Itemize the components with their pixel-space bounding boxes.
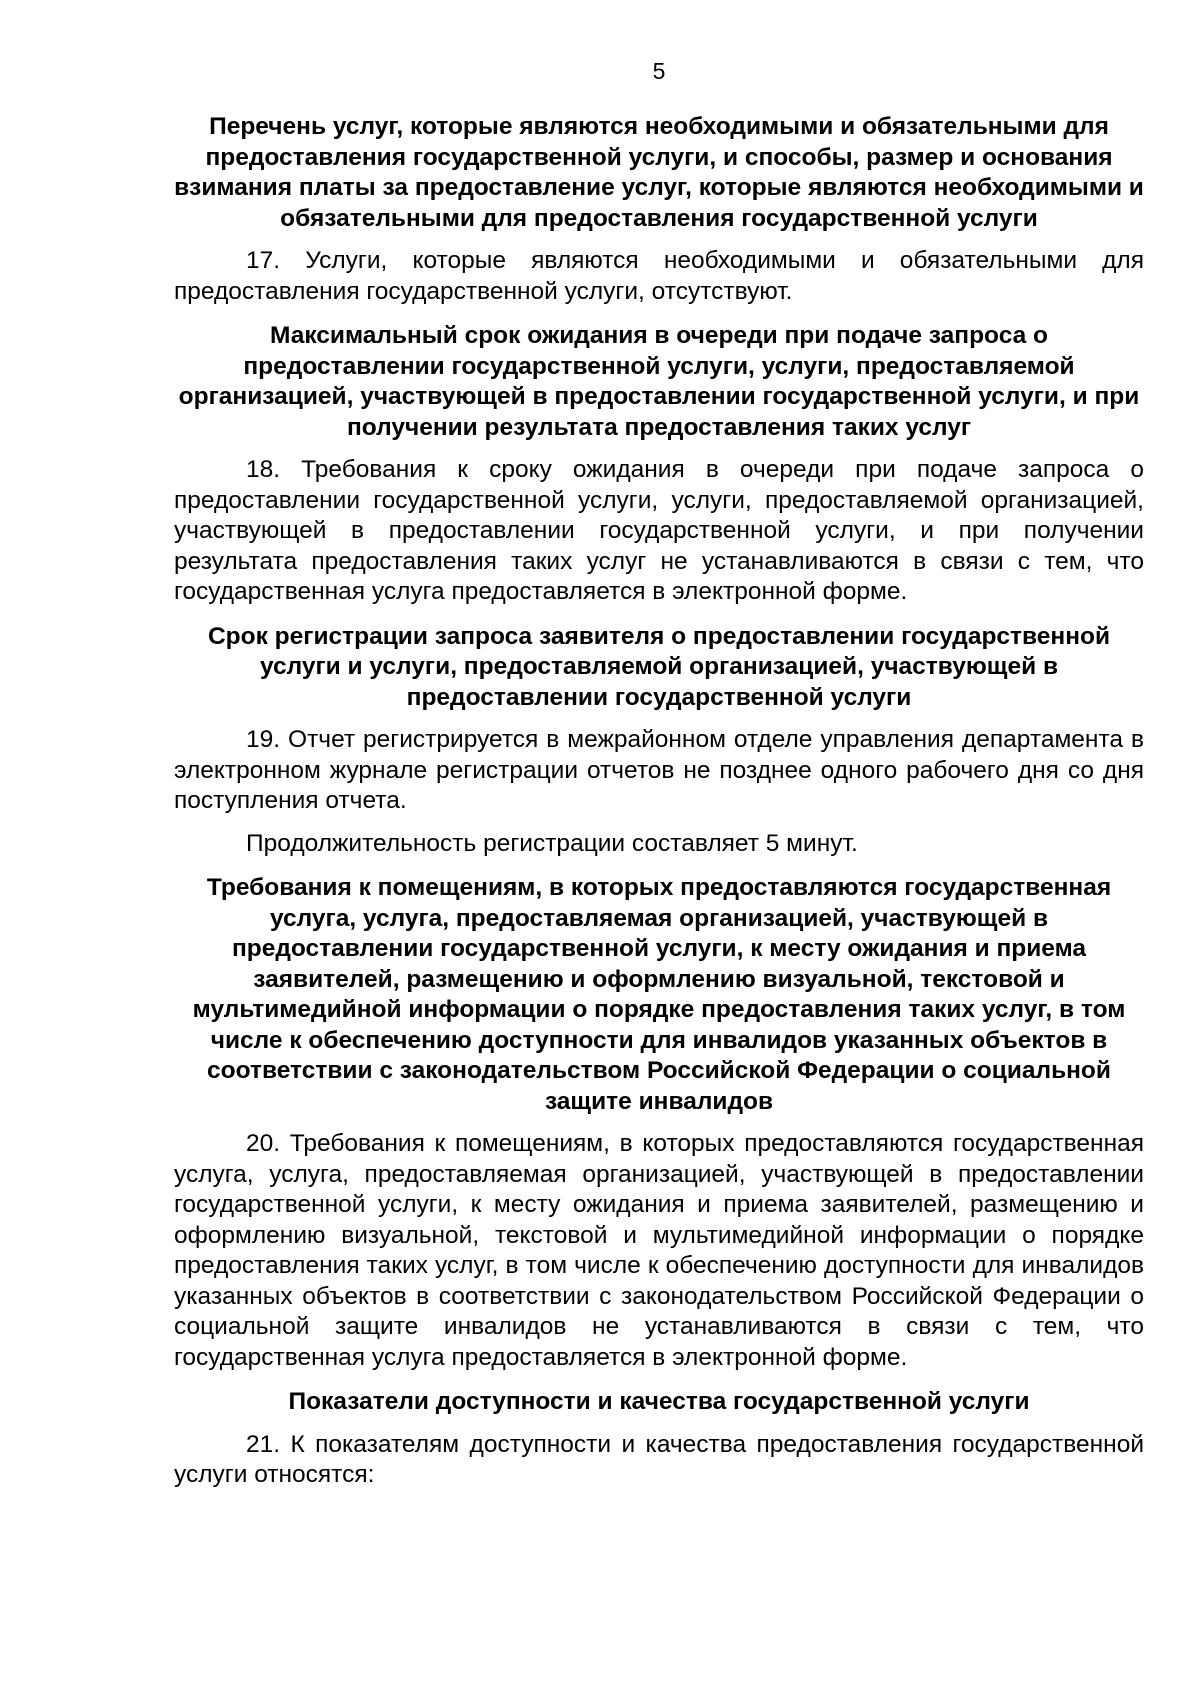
document-body <box>174 112 1144 1491</box>
section-accessibility-quality <box>174 1387 1144 1491</box>
paragraph-21: 21. К показателям доступности и качества предоставления государственной услуги относятся: <box>174 1430 1144 1488</box>
section-heading: Срок регистрации запроса заявителя о предоставлении государственной услуги и услуги, предоставляемой организацией, участвующей в предоставлении государственной услуги <box>207 622 1111 711</box>
section-premises-requirements <box>174 873 1144 1373</box>
page-number: 5 <box>652 58 666 84</box>
section-heading: Максимальный срок ожидания в очереди при подаче запроса о предоставлении государственной услуги, услуги, предоставляемой организацией, участвующей в предоставлении государственной услуги, и при получении результата предоставления таких услуг <box>178 322 1140 441</box>
section-required-services <box>174 112 1144 307</box>
section-heading: Показатели доступности и качества государственной услуги <box>288 1388 1030 1415</box>
paragraph-17: 17. Услуги, которые являются необходимыми и обязательными для предоставления государственной услуги, отсутствуют. <box>174 247 1144 305</box>
section-registration-time <box>174 622 1144 860</box>
section-queue-waiting-time <box>174 321 1144 608</box>
section-heading: Требования к помещениям, в которых предоставляются государственная услуга, услуга, предоставляемая организацией, участвующей в предоставлении государственной услуги, к месту ожидания и приема заявителей, размещению и оформлению визуальной, текстовой и мультимедийной информации о порядке предоставления таких услуг, в том числе к обеспечению доступности для инвалидов указанных объектов в соответствии с законодательством Российской Федерации о социальной защите инвалидов <box>192 874 1126 1115</box>
paragraph-18: 18. Требования к сроку ожидания в очереди при подаче запроса о предоставлении государственной услуги, услуги, предоставляемой организацией, участвующей в предоставлении государственной услуги, и при получении результата предоставления таких услуг не устанавливаются в связи с тем, что государственная услуга предоставляется в электронной форме. <box>174 456 1144 605</box>
paragraph-19-duration: Продолжительность регистрации составляет 5 минут. <box>246 829 858 857</box>
section-heading: Перечень услуг, которые являются необходимыми и обязательными для предоставления государственной услуги, и способы, размер и основания взимания платы за предоставление услуг, которые являются необходимыми и обязательными для предоставления государственной услуги <box>174 113 1144 232</box>
paragraph-19: 19. Отчет регистрируется в межрайонном отделе управления департамента в электронном журнале регистрации отчетов не позднее одного рабочего дня со дня поступления отчета. <box>174 726 1144 814</box>
paragraph-20: 20. Требования к помещениям, в которых предоставляются государственная услуга, услуга, предоставляемая организацией, участвующей в предоставлении государственной услуги, к месту ожидания и приема заявителей, размещению и оформлению визуальной, текстовой и мультимедийной информации о порядке предоставления таких услуг, в том числе к обеспечению доступности для инвалидов указанных объектов в соответствии с законодательством Российской Федерации о социальной защите инвалидов не устанавливаются в связи с тем, что государственная услуга предоставляется в электронной форме. <box>174 1130 1144 1371</box>
